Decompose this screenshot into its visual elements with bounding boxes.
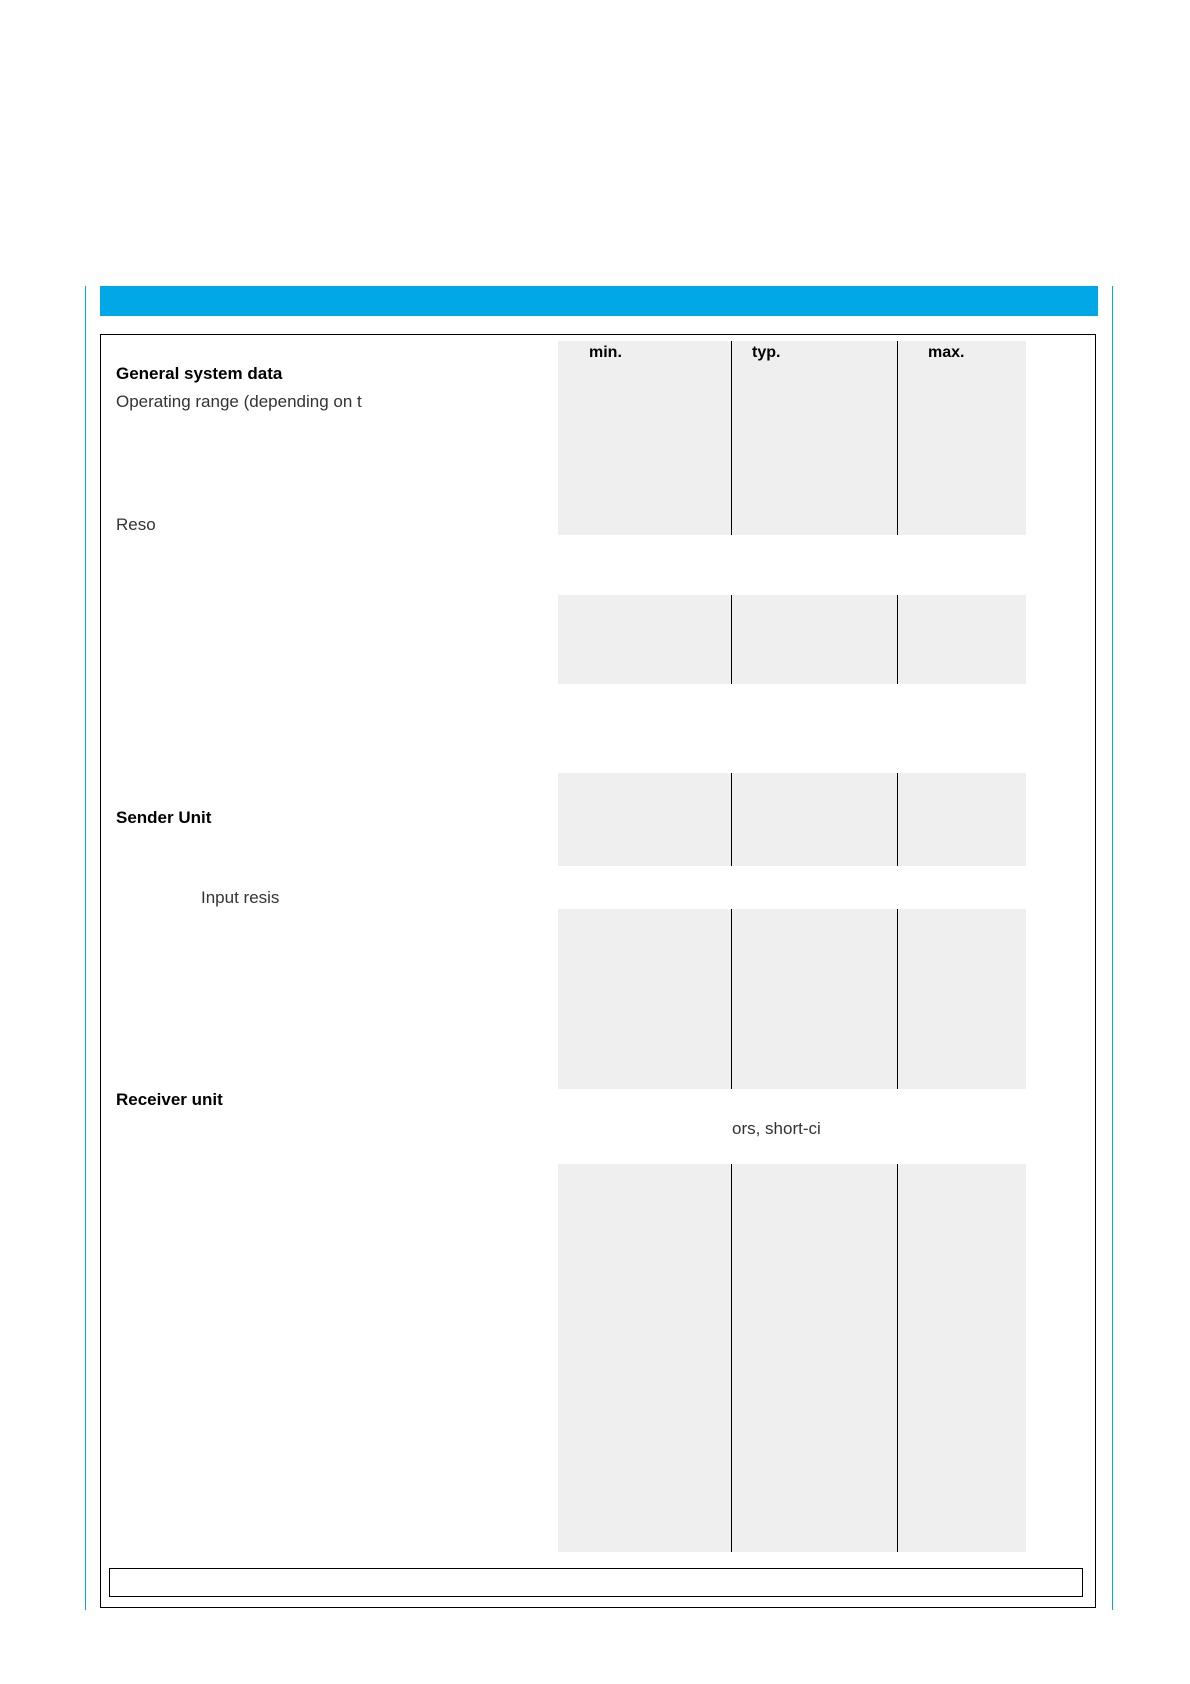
left-margin-line [85,286,86,1610]
column-separator [731,1164,732,1552]
row-label-operating-range: Operating range (depending on t [116,392,362,411]
column-separator [731,909,732,1089]
section-title-sender: Sender Unit [116,808,212,827]
column-separator [897,1164,898,1552]
value-cells-receiver [558,1164,1026,1552]
footer-note-box [109,1568,1083,1597]
value-cells-input [558,909,1026,1089]
value-cells-general [558,341,1026,535]
row-label-input-resistance: Input resis [201,888,280,907]
section-title-general: General system data [116,364,283,383]
row-label-resolution: Reso [116,515,156,534]
value-cells-resolution [558,595,1026,684]
header-bar [100,286,1098,316]
column-separator [731,773,732,866]
value-cells-sender [558,773,1026,866]
column-separator [731,595,732,684]
column-separator [897,595,898,684]
column-separator [897,909,898,1089]
column-separator [897,341,898,535]
row-text-protection: ors, short-ci [732,1119,821,1138]
section-title-receiver: Receiver unit [116,1090,223,1109]
column-separator [897,773,898,866]
column-header-typ: typ. [752,344,781,361]
column-header-max: max. [928,344,965,361]
column-separator [731,341,732,535]
right-margin-line [1112,286,1113,1610]
column-header-min: min. [589,344,622,361]
